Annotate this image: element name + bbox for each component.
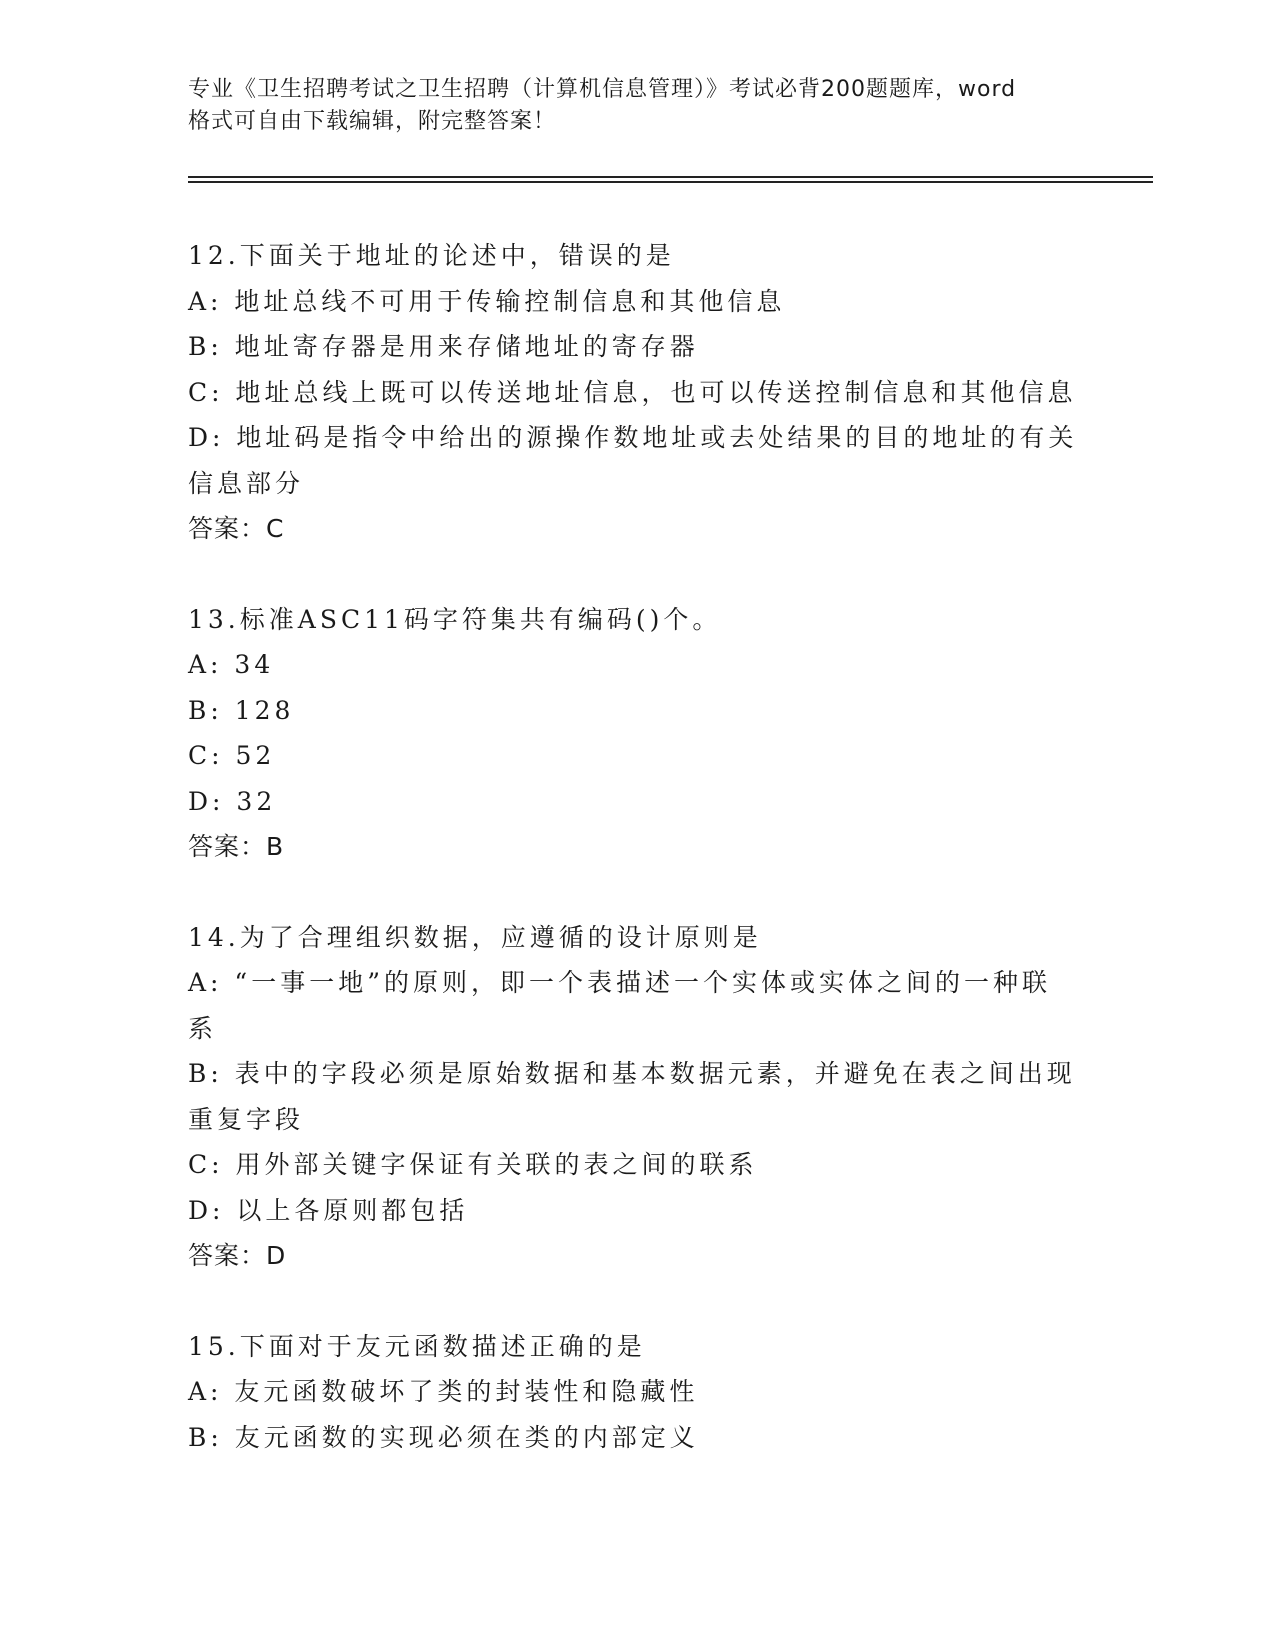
option-b: B: 友元函数的实现必须在类的内部定义 [188, 1422, 699, 1452]
question-14 [188, 915, 1088, 1279]
option-d-continued: 信息部分 [188, 468, 305, 498]
answer-label: 答案：D [188, 1241, 287, 1270]
document-header [188, 74, 1088, 138]
option-d: D: 地址码是指令中给出的源操作数地址或去处结果的目的地址的有关 [188, 423, 1078, 452]
option-b: B: 128 [188, 695, 295, 725]
option-a: A: “一事一地”的原则，即一个表描述一个实体或实体之间的一种联 [188, 968, 1051, 997]
answer-label: 答案：B [188, 832, 285, 861]
question-list [188, 233, 1088, 1460]
option-b: B: 表中的字段必须是原始数据和基本数据元素，并避免在表之间出现 [188, 1059, 1076, 1088]
option-a: A: 34 [188, 650, 275, 679]
question-12 [188, 233, 1088, 552]
question-13 [188, 597, 1088, 870]
header-divider-bottom [188, 181, 1153, 183]
option-a: A: 友元函数破坏了类的封装性和隐藏性 [188, 1377, 699, 1406]
answer-label: 答案：C [188, 514, 285, 543]
question-stem: 12.下面关于地址的论述中，错误的是 [188, 241, 675, 270]
option-b: B: 地址寄存器是用来存储地址的寄存器 [188, 332, 699, 361]
question-stem: 15.下面对于友元函数描述正确的是 [188, 1331, 646, 1361]
question-stem: 13.标准ASC11码字符集共有编码()个。 [188, 604, 722, 634]
question-stem: 14.为了合理组织数据，应遵循的设计原则是 [188, 922, 762, 952]
option-c: C: 地址总线上既可以传送地址信息，也可以传送控制信息和其他信息 [188, 377, 1077, 407]
option-d: D: 以上各原则都包括 [188, 1195, 469, 1225]
option-d: D: 32 [188, 786, 277, 816]
option-b-continued: 重复字段 [188, 1104, 305, 1134]
option-a: A: 地址总线不可用于传输控制信息和其他信息 [188, 286, 786, 316]
option-c: C: 52 [188, 741, 276, 770]
header-divider-top [188, 176, 1153, 178]
header-title-line-1: 专业《卫生招聘考试之卫生招聘（计算机信息管理）》考试必背200题题库，word [188, 77, 1017, 102]
option-a-continued: 系 [188, 1013, 218, 1043]
question-15 [188, 1324, 1088, 1461]
option-c: C: 用外部关键字保证有关联的表之间的联系 [188, 1150, 758, 1179]
header-title-line-2: 格式可自由下载编辑，附完整答案！ [188, 109, 557, 134]
